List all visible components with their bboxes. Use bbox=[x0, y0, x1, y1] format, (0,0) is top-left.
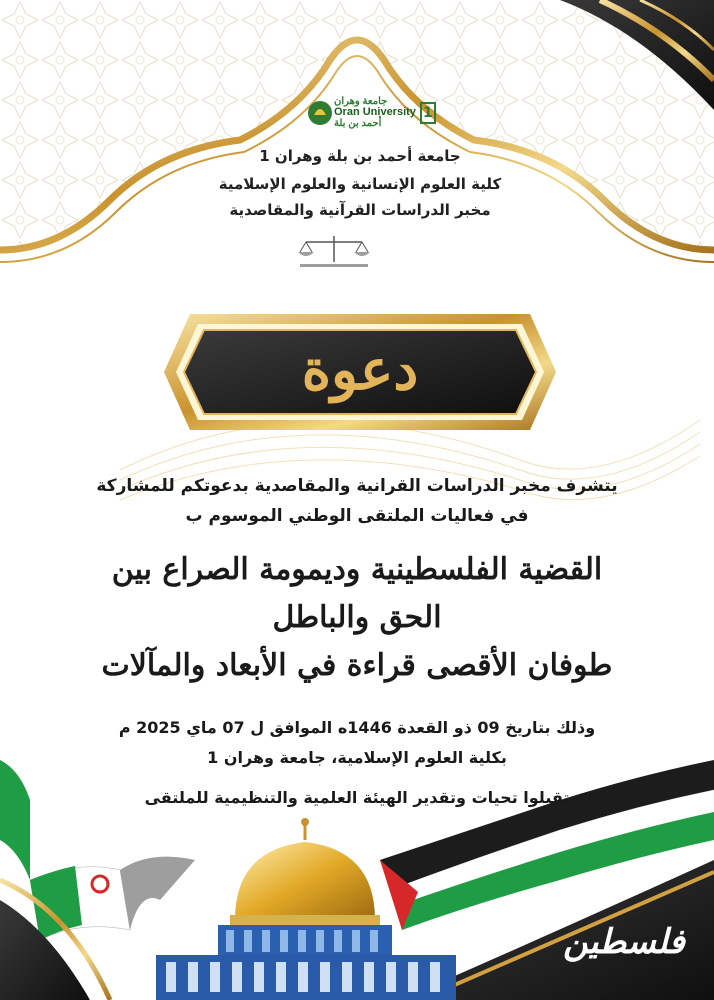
event-venue: بكلية العلوم الإسلامية، جامعة وهران 1 bbox=[207, 748, 507, 767]
logo-name-en: Oran University bbox=[334, 106, 416, 118]
event-title-line-1: القضية الفلسطينية وديمومة الصراع بين bbox=[111, 552, 603, 587]
faculty-name: كلية العلوم الإنسانية والعلوم الإسلامية bbox=[218, 175, 502, 193]
banner-title: دعوة bbox=[301, 337, 419, 403]
university-logo bbox=[306, 96, 436, 129]
lab-name: مخبر الدراسات القرآنية والمقاصدية bbox=[229, 201, 491, 219]
university-emblem-icon bbox=[306, 99, 334, 127]
closing-line: تقبلوا تحيات وتقدير الهيئة العلمية والتنظيمية للملتقى bbox=[144, 788, 570, 807]
logo-name-ar: جامعة وهران bbox=[334, 96, 388, 107]
event-title-line-2: الحق والباطل bbox=[272, 600, 442, 635]
event-date: وذلك بتاريخ 09 ذو القعدة 1446ه الموافق ل 07 ماي 2025 م bbox=[118, 718, 596, 737]
logo-number: 1 bbox=[420, 102, 436, 124]
lab-emblem-icon bbox=[286, 232, 382, 272]
university-name: جامعة أحمد بن بلة وهران 1 bbox=[259, 147, 461, 165]
invitation-line-1: يتشرف مخبر الدراسات القرانية والمقاصدية بدعوتكم للمشاركة bbox=[96, 476, 618, 496]
university-logo-text bbox=[334, 96, 416, 129]
event-title-line-3: طوفان الأقصى قراءة في الأبعاد والمآلات bbox=[101, 648, 613, 683]
logo-sub-ar: أحمد بن بلة bbox=[334, 118, 382, 129]
invitation-line-2: في فعاليات الملتقى الوطني الموسوم ب bbox=[185, 506, 529, 526]
palestine-calligraphy: فلسطين bbox=[563, 922, 685, 962]
